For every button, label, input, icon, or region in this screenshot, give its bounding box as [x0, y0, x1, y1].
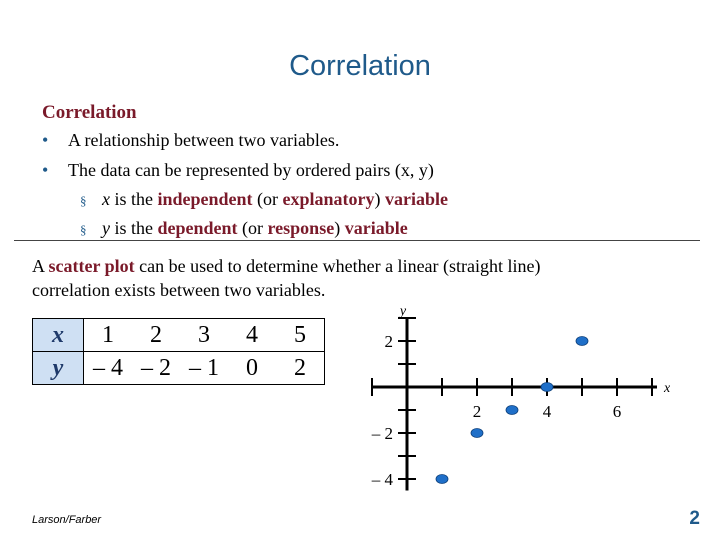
x-tick-label: 4	[542, 402, 552, 421]
term: response	[267, 218, 335, 238]
bullet-1	[42, 130, 339, 151]
x-header: x	[33, 319, 84, 352]
footer-credit: Larson/Farber	[32, 514, 102, 526]
bullet-2	[42, 160, 434, 181]
text: )	[374, 189, 381, 209]
text: is the	[114, 189, 153, 209]
table-cell: 5	[276, 319, 325, 352]
table-cell: 2	[276, 352, 325, 385]
table-cell: 3	[180, 319, 228, 352]
text: is the	[114, 218, 153, 238]
page-number: 2	[689, 508, 700, 529]
sub-bullet-1	[80, 189, 448, 210]
sub-bullet-2	[80, 218, 408, 239]
text: A	[32, 256, 45, 276]
data-point	[471, 429, 483, 438]
var-name: x	[102, 189, 110, 209]
y-header: y	[33, 352, 84, 385]
x-axis-label: x	[664, 381, 670, 396]
table-row-x	[33, 319, 325, 352]
data-point	[576, 337, 588, 346]
term: scatter plot	[48, 256, 135, 276]
text: (or	[257, 189, 279, 209]
text: (or	[242, 218, 264, 238]
y-tick-label: – 4	[371, 470, 393, 489]
x-tick-label: 6	[612, 402, 622, 421]
y-axis-label: y	[399, 304, 407, 319]
var-name: y	[102, 218, 110, 238]
scatter-paragraph	[32, 254, 612, 302]
data-point	[506, 406, 518, 415]
bullet-dot: •	[42, 160, 49, 180]
y-tick-label: – 2	[371, 424, 393, 443]
slide-subtitle: Correlation	[42, 102, 137, 123]
table-row-y	[33, 352, 325, 385]
x-tick-label: 2	[472, 402, 482, 421]
scatter-plot	[340, 300, 670, 500]
term: variable	[344, 218, 408, 238]
xy-table	[32, 318, 325, 385]
text: )	[334, 218, 341, 238]
table-cell: 1	[84, 319, 133, 352]
y-tick-label: 2	[384, 332, 393, 351]
square-bullet-icon: §	[80, 222, 87, 237]
term: explanatory	[282, 189, 375, 209]
table-cell: – 1	[180, 352, 228, 385]
table-cell: 2	[132, 319, 180, 352]
slide-title: Correlation	[289, 50, 431, 82]
bullet-dot: •	[42, 130, 49, 150]
table-cell: – 2	[132, 352, 180, 385]
text: can be used to determine whether a linear (straight line) correlation exists between two variables.	[32, 256, 541, 300]
data-point	[541, 383, 553, 392]
bullet-text: A relationship between two variables.	[68, 130, 340, 150]
square-bullet-icon: §	[80, 193, 87, 208]
table-cell: – 4	[84, 352, 133, 385]
table-cell: 4	[228, 319, 276, 352]
term: dependent	[157, 218, 238, 238]
bullet-text: The data can be represented by ordered pairs (x, y)	[68, 160, 434, 180]
divider	[14, 240, 700, 241]
term: independent	[157, 189, 253, 209]
data-point	[436, 475, 448, 484]
term: variable	[385, 189, 449, 209]
table-cell: 0	[228, 352, 276, 385]
